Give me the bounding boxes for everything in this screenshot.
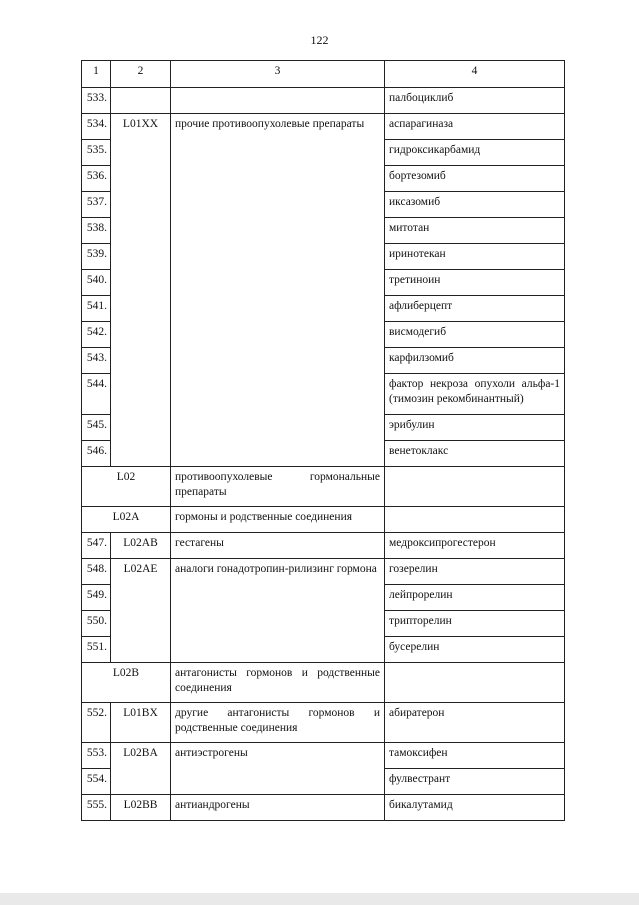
row-number: 551. <box>82 637 111 663</box>
group-name: другие антагонисты гормонов и родственные соединения <box>171 703 385 743</box>
row-number: 548. <box>82 559 111 585</box>
drug-name: висмодегиб <box>385 322 565 348</box>
row-number: 543. <box>82 348 111 374</box>
drug-name: бортезомиб <box>385 166 565 192</box>
group-name: антиандрогены <box>171 795 385 821</box>
group-name: аналоги гонадотропин-рилизинг гормона <box>171 559 385 663</box>
table-row <box>82 559 565 585</box>
group-name: гестагены <box>171 533 385 559</box>
atc-code: L01BX <box>111 703 171 743</box>
drug-name: абиратерон <box>385 703 565 743</box>
row-number: 541. <box>82 296 111 322</box>
page-number: 122 <box>310 33 329 47</box>
drug-name: эрибулин <box>385 415 565 441</box>
drug-name: трипторелин <box>385 611 565 637</box>
table-header-row <box>82 61 565 88</box>
table-row <box>82 743 565 769</box>
drug-cell <box>385 663 565 703</box>
drug-name: фулвестрант <box>385 769 565 795</box>
row-number: 554. <box>82 769 111 795</box>
drug-cell <box>385 467 565 507</box>
row-number: 534. <box>82 114 111 140</box>
atc-code: L01XX <box>111 114 171 467</box>
group-name: противоопухолевые гормональные препараты <box>171 467 385 507</box>
header-cell: 1 <box>82 61 111 88</box>
row-number: 547. <box>82 533 111 559</box>
drug-name: иринотекан <box>385 244 565 270</box>
group-name: антиэстрогены <box>171 743 385 795</box>
atc-code: L02B <box>82 663 171 703</box>
drug-name: бикалутамид <box>385 795 565 821</box>
atc-code: L02 <box>82 467 171 507</box>
atc-code-cell <box>111 88 171 114</box>
drug-name: медроксипрогестерон <box>385 533 565 559</box>
row-number: 536. <box>82 166 111 192</box>
row-number: 538. <box>82 218 111 244</box>
row-number: 539. <box>82 244 111 270</box>
page-bottom-strip <box>0 893 639 905</box>
row-number: 553. <box>82 743 111 769</box>
group-cell <box>171 88 385 114</box>
row-number: 549. <box>82 585 111 611</box>
table-row <box>82 703 565 743</box>
row-number: 552. <box>82 703 111 743</box>
group-row <box>82 467 565 507</box>
row-number: 533. <box>82 88 111 114</box>
drug-name: бусерелин <box>385 637 565 663</box>
atc-code: L02AB <box>111 533 171 559</box>
group-name: прочие противоопухолевые препараты <box>171 114 385 467</box>
drug-table <box>81 60 565 821</box>
table-row <box>82 88 565 114</box>
drug-name: третиноин <box>385 270 565 296</box>
header-cell: 3 <box>171 61 385 88</box>
row-number: 550. <box>82 611 111 637</box>
drug-name: лейпрорелин <box>385 585 565 611</box>
drug-name: гозерелин <box>385 559 565 585</box>
drug-name: иксазомиб <box>385 192 565 218</box>
drug-name: тамоксифен <box>385 743 565 769</box>
drug-name: карфилзомиб <box>385 348 565 374</box>
atc-code: L02BA <box>111 743 171 795</box>
drug-name: митотан <box>385 218 565 244</box>
atc-code: L02A <box>82 507 171 533</box>
table-row <box>82 533 565 559</box>
row-number: 535. <box>82 140 111 166</box>
atc-code: L02BB <box>111 795 171 821</box>
group-row <box>82 663 565 703</box>
row-number: 540. <box>82 270 111 296</box>
atc-code: L02AE <box>111 559 171 663</box>
group-name: гормоны и родственные соединения <box>171 507 385 533</box>
drug-name: афлиберцепт <box>385 296 565 322</box>
header-cell: 4 <box>385 61 565 88</box>
drug-name: аспарагиназа <box>385 114 565 140</box>
row-number: 537. <box>82 192 111 218</box>
row-number: 546. <box>82 441 111 467</box>
drug-cell <box>385 507 565 533</box>
table-row <box>82 114 565 140</box>
drug-name: венетоклакс <box>385 441 565 467</box>
row-number: 542. <box>82 322 111 348</box>
drug-name: гидроксикарбамид <box>385 140 565 166</box>
table-row <box>82 795 565 821</box>
row-number: 555. <box>82 795 111 821</box>
drug-name: фактор некроза опухоли альфа-1 (тимозин рекомбинантный) <box>385 374 565 415</box>
row-number: 544. <box>82 374 111 415</box>
row-number: 545. <box>82 415 111 441</box>
group-row <box>82 507 565 533</box>
header-cell: 2 <box>111 61 171 88</box>
group-name: антагонисты гормонов и родственные соединения <box>171 663 385 703</box>
drug-name: палбоциклиб <box>385 88 565 114</box>
